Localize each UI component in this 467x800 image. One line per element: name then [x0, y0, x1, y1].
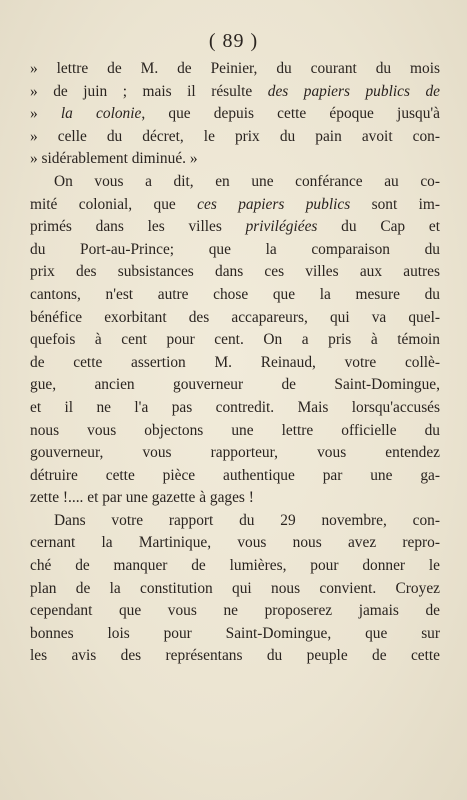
text-segment: gue, ancien gouverneur de Saint-Domingue, [30, 376, 440, 394]
italic-text: privilégiées [245, 218, 318, 236]
text-line [30, 442, 440, 465]
text-line [30, 103, 440, 126]
text-segment: cependant que vous ne proposerez jamais de [30, 602, 440, 620]
text-line [30, 487, 440, 510]
text-segment: bonnes lois pour Saint-Domingue, que sur [30, 624, 440, 642]
text-segment: détruire cette pièce authentique par une ga- [30, 466, 440, 484]
text-line [30, 465, 440, 488]
text-line [30, 555, 440, 578]
text-line [30, 510, 440, 533]
text-line [30, 58, 440, 81]
text-line [30, 645, 440, 668]
text-line [30, 374, 440, 397]
text-line [30, 194, 440, 217]
text-segment: » [30, 105, 61, 123]
text-segment: les avis des représentans du peuple de cette [30, 647, 440, 665]
text-segment: Dans votre rapport du 29 novembre, con- [54, 511, 440, 529]
text-segment: nous vous objectons une lettre officielle du [30, 421, 440, 439]
text-segment: » sidérablement diminué. » [30, 150, 198, 168]
text-line [30, 623, 440, 646]
italic-text: la colonie [60, 105, 142, 123]
text-segment: du Cap et [317, 218, 440, 236]
text-segment: » lettre de M. de Peinier, du courant du mois [30, 60, 440, 77]
text-line [30, 397, 440, 420]
text-line [30, 216, 440, 239]
text-segment: de cette assertion M. Reinaud, votre collè- [30, 353, 440, 371]
text-line [30, 284, 440, 307]
text-line [30, 352, 440, 375]
text-line [30, 81, 440, 104]
text-segment: sont im- [350, 195, 440, 213]
text-line [30, 307, 440, 330]
text-segment: » celle du décret, le prix du pain avoit con- [30, 127, 440, 145]
text-line [30, 329, 440, 352]
text-line [30, 148, 440, 171]
text-line [30, 532, 440, 555]
text-segment: cernant la Martinique, vous nous avez repro- [30, 534, 440, 552]
page-number: ( 89 ) [208, 30, 259, 52]
text-segment: primés dans les villes [30, 218, 246, 236]
text-segment: On vous a dit, en une conférance au co- [54, 172, 440, 190]
text-line [30, 578, 440, 601]
text-segment: quefois à cent pour cent. On a pris à témoin [30, 331, 440, 349]
body-text [30, 58, 440, 668]
text-segment: , que depuis cette époque jusqu'à [141, 105, 441, 123]
italic-text: des papiers publics de [267, 82, 440, 100]
text-segment: zette !.... et par une gazette à gages ! [30, 489, 254, 507]
text-segment: bénéfice exorbitant des accapareurs, qui va quel- [30, 308, 440, 326]
text-segment: plan de la constitution qui nous convient. Croyez [30, 579, 440, 597]
text-segment: du Port-au-Prince; que la comparaison du [30, 240, 440, 258]
italic-text: ces papiers publics [197, 195, 351, 213]
text-line [30, 171, 440, 194]
text-line [30, 239, 440, 262]
text-segment: mité colonial, que [30, 195, 198, 213]
text-segment: cantons, n'est autre chose que la mesure du [30, 285, 440, 303]
text-segment: prix des subsistances dans ces villes aux autres [30, 263, 440, 281]
text-line [30, 600, 440, 623]
text-segment: ché de manquer de lumières, pour donner le [30, 557, 440, 575]
text-line [30, 420, 440, 443]
text-segment: gouverneur, vous rapporteur, vous entendez [30, 444, 440, 462]
text-line [30, 126, 440, 149]
text-line [30, 261, 440, 284]
text-segment: » de juin ; mais il résulte [30, 82, 268, 100]
text-segment: et il ne l'a pas contredit. Mais lorsqu'accusés [30, 398, 440, 416]
